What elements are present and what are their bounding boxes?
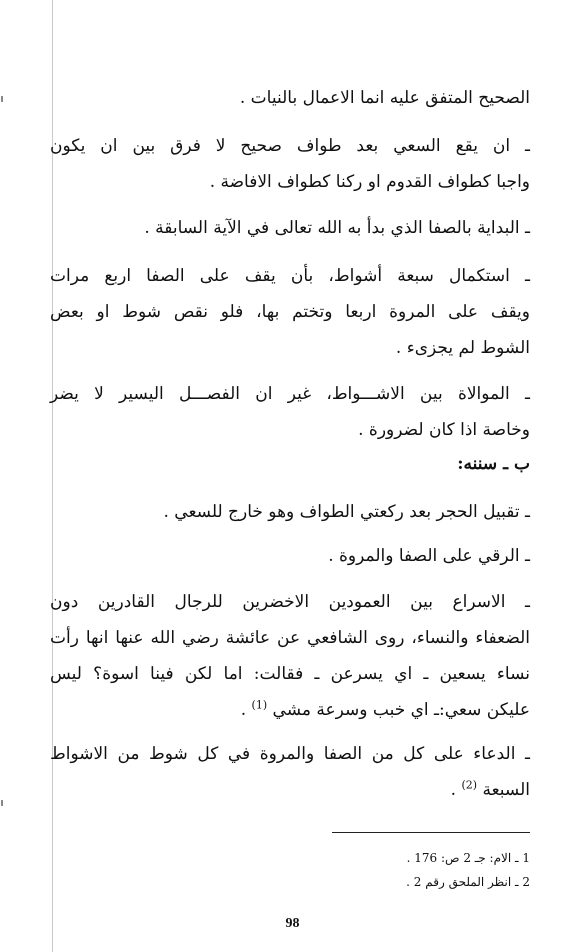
text-line: ـ استكمال سبعة أشواط، بأن يقف على الصفا اربع مرات bbox=[50, 266, 530, 286]
footnote-2 bbox=[300, 870, 530, 894]
text-line: واجبا كطواف القدوم او ركنا كطواف الافاضة . bbox=[209, 172, 530, 192]
text-line: وخاصة اذا كان لضرورة . bbox=[358, 420, 530, 440]
footnote-ref-2[interactable]: (2) bbox=[461, 778, 478, 792]
text-line: ـ تقبيل الحجر بعد ركعتي الطواف وهو خارج للسعي . bbox=[163, 502, 530, 522]
footnotes bbox=[300, 846, 530, 894]
edge-mark bbox=[1, 96, 3, 102]
footnote-number: 1 bbox=[522, 851, 530, 865]
text-line: نساء يسعين ـ اي يسرعن ـ فقالت: اما لكن فينا اسوة؟ ليس bbox=[50, 664, 530, 684]
footnote-number: 2 bbox=[522, 875, 530, 889]
footnote-separator bbox=[332, 832, 530, 833]
text-line: ـ الاسراع بين العمودين الاخضرين للرجال القادرين دون bbox=[50, 592, 530, 612]
footnote-ref-1[interactable]: (1) bbox=[251, 698, 268, 712]
paragraph-niyyah bbox=[50, 80, 530, 116]
footnote-dash: ـ bbox=[515, 875, 519, 889]
text-line: الشوط لم يجزىء . bbox=[395, 338, 530, 358]
text-line: ويقف على المروة اربعا وتختم بها، فلو نقص شوط او بعض bbox=[50, 302, 530, 322]
heading-text: ب ـ سننه: bbox=[457, 454, 530, 474]
text-line-with-footnote: عليكن سعي:ـ اي خبب وسرعة مشي $^{(1)}$ . bbox=[240, 698, 530, 720]
paragraph-kissing-stone bbox=[50, 494, 530, 530]
text-line: ـ ان يقع السعي بعد طواف صحيح لا فرق بين ان يكون bbox=[50, 136, 530, 156]
page-number: 98 bbox=[285, 916, 300, 931]
text-line: عليكن سعي:ـ اي خبب وسرعة مشي bbox=[272, 700, 530, 720]
paragraph-supplication bbox=[50, 736, 530, 808]
footnote-text: الام: جـ 2 ص: 176 . bbox=[406, 851, 512, 865]
paragraph-hastening bbox=[50, 584, 530, 728]
footnote-dash: ـ bbox=[515, 851, 519, 865]
paragraph-start-safa bbox=[50, 210, 530, 246]
footnote-1 bbox=[300, 846, 530, 870]
text-line: الصحيح المتفق عليه انما الاعمال بالنيات . bbox=[239, 88, 530, 108]
paragraph-ascending bbox=[50, 538, 530, 574]
text-line: ـ البداية بالصفا الذي بدأ به الله تعالى في الآية السابقة . bbox=[144, 218, 530, 238]
paragraph-seven-circuits bbox=[50, 258, 530, 366]
edge-mark bbox=[1, 800, 3, 806]
text-line-with-footnote: السبعة $^{(2)}$ . bbox=[450, 778, 530, 800]
text-line: ـ الرقي على الصفا والمروة . bbox=[328, 546, 530, 566]
paragraph-continuity bbox=[50, 376, 530, 448]
text-line: ـ الموالاة بين الاشـــواط، غير ان الفصـــل اليسير لا يضر bbox=[50, 384, 530, 404]
text-line: السبعة bbox=[482, 780, 530, 800]
footnote-text: انظر الملحق رقم 2 . bbox=[406, 875, 512, 889]
paragraph-tawaf-condition bbox=[50, 128, 530, 200]
section-heading-sunan bbox=[50, 446, 530, 482]
text-line: ـ الدعاء على كل من الصفا والمروة في كل شوط من الاشواط bbox=[50, 744, 530, 764]
text-line: الضعفاء والنساء، روى الشافعي عن عائشة رضي الله عنها انها رأت bbox=[50, 628, 530, 648]
